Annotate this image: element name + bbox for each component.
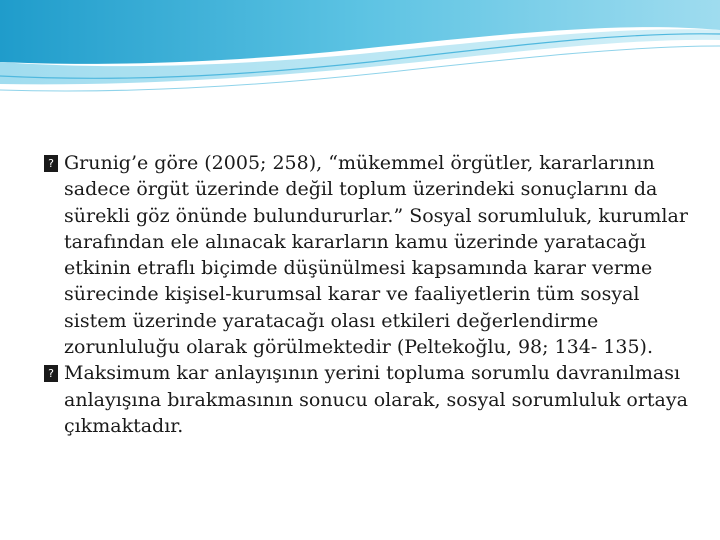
bullet-item-2 — [44, 360, 694, 439]
bullet-item-1 — [44, 150, 694, 360]
slide-body — [44, 150, 694, 439]
bullet-marker-icon: ? — [44, 155, 58, 172]
bullet-text-1: Grunig’e göre (2005; 258), “mükemmel örgütler, kararlarının sadece örgüt üzerinde değil toplum üzerindeki sonuçlarını da sürekli göz önünde bulundururlar.” Sosyal sorumluluk, kurumlar tarafından ele alınacak kararların kamu üzerinde yaratacağı etkinin etraflı biçimde düşünülmesi kapsamında karar verme sürecinde kişisel-kurumsal karar ve faaliyetlerin tüm sosyal sistem üzerinde yaratacağı olası etkileri değerlendirme zorunluluğu olarak görülmektedir (Peltekoğlu, 98; 134- 135). — [64, 152, 688, 359]
bullet-text-2: Maksimum kar anlayışının yerini topluma sorumlu davranılması anlayışına bırakmasının sonucu olarak, sosyal sorumluluk ortaya çıkmaktadır. — [64, 362, 688, 437]
decorative-wave-header — [0, 0, 720, 100]
bullet-marker-icon: ? — [44, 365, 58, 382]
